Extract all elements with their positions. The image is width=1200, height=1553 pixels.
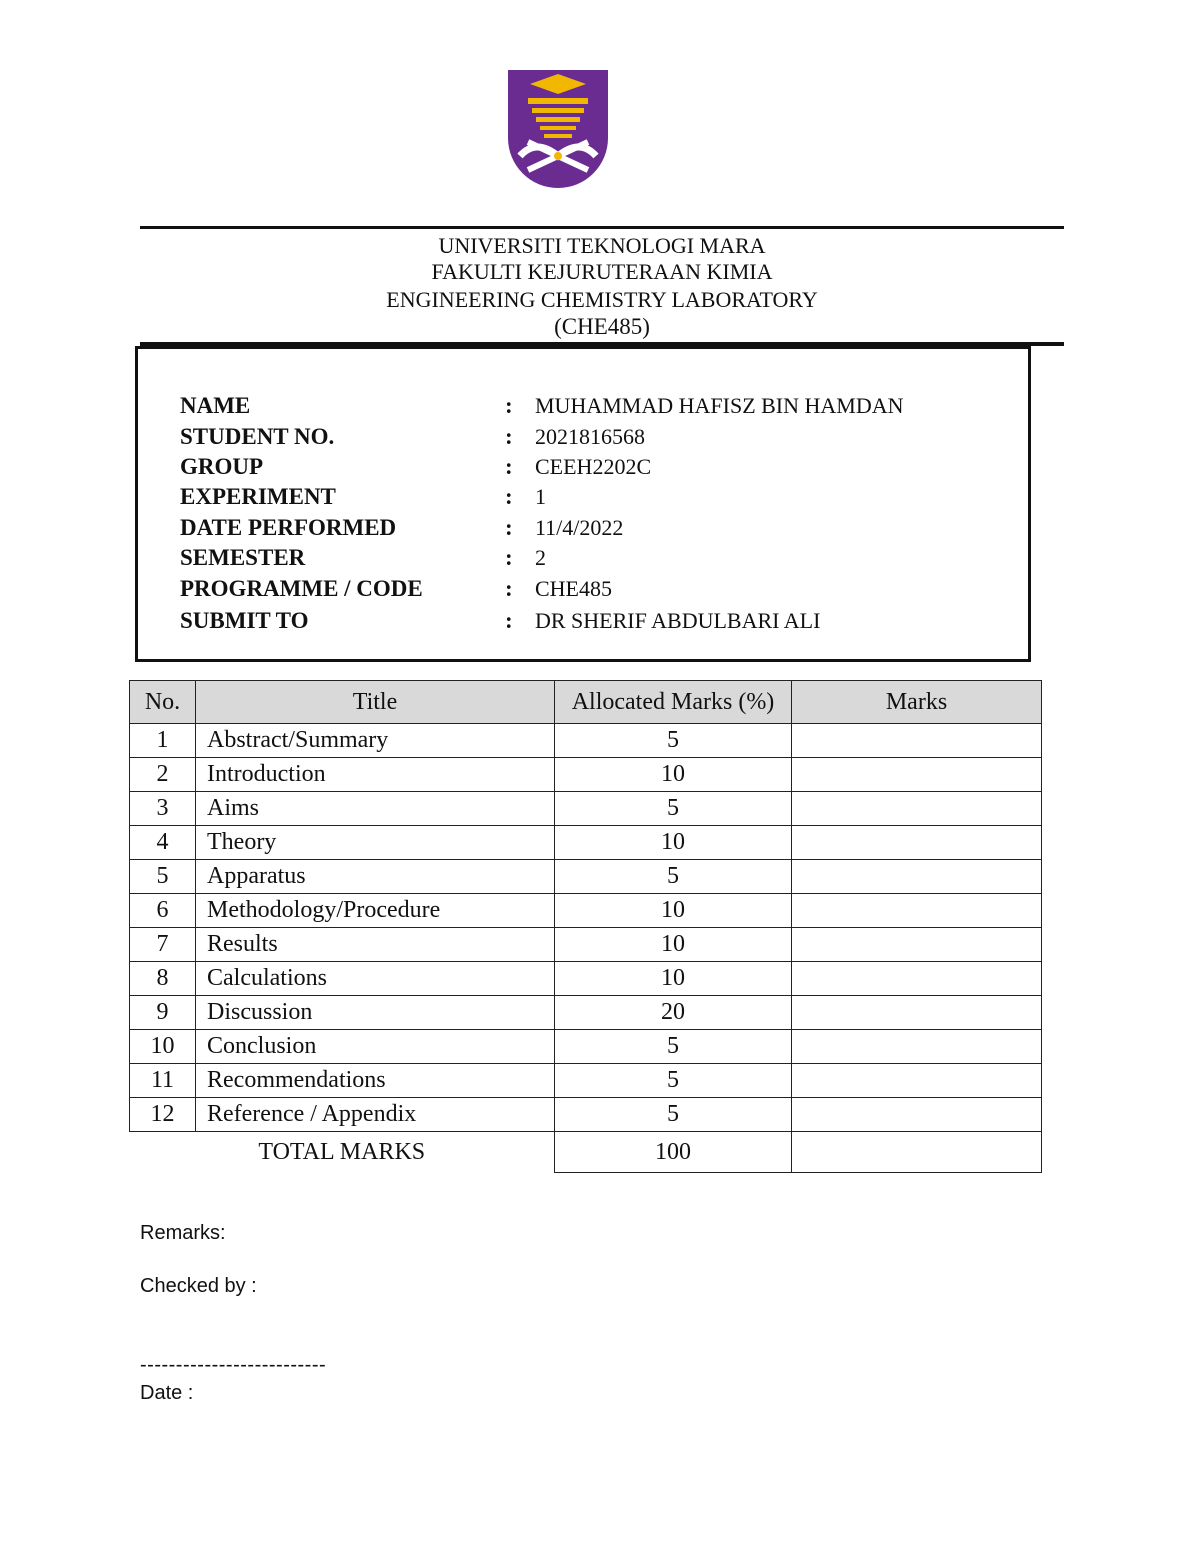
- row-allocated: 10: [555, 758, 792, 792]
- marks-table: [129, 680, 1042, 1173]
- row-no: 12: [130, 1098, 196, 1132]
- row-marks-cell: [792, 758, 1042, 792]
- info-colon: :: [505, 454, 513, 479]
- table-row: [130, 792, 1042, 826]
- table-row: [130, 1064, 1042, 1098]
- row-title: Methodology/Procedure: [196, 894, 555, 928]
- course-code: (CHE485): [554, 314, 650, 339]
- row-no: 7: [130, 928, 196, 962]
- row-no: 6: [130, 894, 196, 928]
- table-header-row: [130, 681, 1042, 724]
- row-marks-cell: [792, 996, 1042, 1030]
- info-label: NAME: [180, 393, 251, 418]
- row-marks-cell: [792, 928, 1042, 962]
- row-title: Theory: [196, 826, 555, 860]
- table-row: [130, 928, 1042, 962]
- row-no: 4: [130, 826, 196, 860]
- row-no: 1: [130, 724, 196, 758]
- header-no: No.: [130, 681, 196, 724]
- info-colon: :: [505, 576, 513, 601]
- row-title: Apparatus: [196, 860, 555, 894]
- row-allocated: 5: [555, 1098, 792, 1132]
- info-value: MUHAMMAD HAFISZ BIN HAMDAN: [535, 393, 904, 418]
- total-label: TOTAL MARKS: [258, 1138, 426, 1165]
- row-no: 8: [130, 962, 196, 996]
- table-row: [130, 758, 1042, 792]
- table-row: [130, 724, 1042, 758]
- row-allocated: 10: [555, 928, 792, 962]
- row-allocated: 10: [555, 894, 792, 928]
- row-marks-cell: [792, 860, 1042, 894]
- info-value: 2: [535, 545, 546, 570]
- table-row: [130, 962, 1042, 996]
- row-marks-cell: [792, 792, 1042, 826]
- row-title: Results: [196, 928, 555, 962]
- info-value: 2021816568: [535, 424, 645, 449]
- row-no: 10: [130, 1030, 196, 1064]
- row-allocated: 5: [555, 1064, 792, 1098]
- info-label: SEMESTER: [180, 545, 306, 570]
- info-label: EXPERIMENT: [180, 484, 336, 509]
- row-marks-cell: [792, 724, 1042, 758]
- table-row: [130, 1098, 1042, 1132]
- info-colon: :: [505, 545, 513, 570]
- university-logo: [506, 68, 610, 194]
- table-row: [130, 826, 1042, 860]
- row-title: Introduction: [196, 758, 555, 792]
- row-title: Conclusion: [196, 1030, 555, 1064]
- row-allocated: 5: [555, 724, 792, 758]
- info-colon: :: [505, 515, 513, 540]
- info-colon: :: [505, 424, 513, 449]
- total-marks-cell: [792, 1132, 1042, 1173]
- row-no: 9: [130, 996, 196, 1030]
- info-colon: :: [505, 393, 513, 418]
- row-title: Recommendations: [196, 1064, 555, 1098]
- header-title: Title: [196, 681, 555, 724]
- top-rule: [140, 226, 1064, 229]
- faculty-name: FAKULTI KEJURUTERAAN KIMIA: [431, 259, 773, 284]
- info-label: STUDENT NO.: [180, 424, 335, 449]
- row-no: 11: [130, 1064, 196, 1098]
- info-value: 11/4/2022: [535, 515, 624, 540]
- university-name: UNIVERSITI TEKNOLOGI MARA: [438, 233, 766, 258]
- remarks-label: Remarks:: [140, 1222, 226, 1244]
- row-title: Abstract/Summary: [196, 724, 555, 758]
- row-allocated: 20: [555, 996, 792, 1030]
- row-title: Aims: [196, 792, 555, 826]
- row-allocated: 5: [555, 860, 792, 894]
- header-allocated: Allocated Marks (%): [555, 681, 792, 724]
- header-marks: Marks: [792, 681, 1042, 724]
- table-row: [130, 1030, 1042, 1064]
- checked-by-label: Checked by :: [140, 1275, 257, 1297]
- row-marks-cell: [792, 1098, 1042, 1132]
- row-title: Reference / Appendix: [196, 1098, 555, 1132]
- row-marks-cell: [792, 894, 1042, 928]
- info-label: DATE PERFORMED: [180, 515, 397, 540]
- row-title: Calculations: [196, 962, 555, 996]
- row-marks-cell: [792, 1064, 1042, 1098]
- total-row: [130, 1132, 1042, 1173]
- row-no: 3: [130, 792, 196, 826]
- row-allocated: 5: [555, 1030, 792, 1064]
- date-label: Date :: [140, 1382, 194, 1404]
- info-label: PROGRAMME / CODE: [180, 576, 423, 601]
- table-row: [130, 860, 1042, 894]
- info-label: SUBMIT TO: [180, 608, 309, 633]
- row-marks-cell: [792, 1030, 1042, 1064]
- info-value: CEEH2202C: [535, 454, 652, 479]
- row-allocated: 5: [555, 792, 792, 826]
- info-colon: :: [505, 484, 513, 509]
- row-marks-cell: [792, 826, 1042, 860]
- info-colon: :: [505, 608, 513, 633]
- total-value: 100: [555, 1132, 792, 1173]
- info-value: 1: [535, 484, 546, 509]
- info-label: GROUP: [180, 454, 264, 479]
- table-row: [130, 894, 1042, 928]
- row-allocated: 10: [555, 962, 792, 996]
- row-no: 5: [130, 860, 196, 894]
- table-row: [130, 996, 1042, 1030]
- row-marks-cell: [792, 962, 1042, 996]
- info-value: DR SHERIF ABDULBARI ALI: [535, 608, 821, 633]
- row-title: Discussion: [196, 996, 555, 1030]
- row-no: 2: [130, 758, 196, 792]
- lab-name: ENGINEERING CHEMISTRY LABORATORY: [386, 287, 818, 312]
- signature-line: --------------------------: [140, 1354, 327, 1376]
- row-allocated: 10: [555, 826, 792, 860]
- info-value: CHE485: [535, 576, 612, 601]
